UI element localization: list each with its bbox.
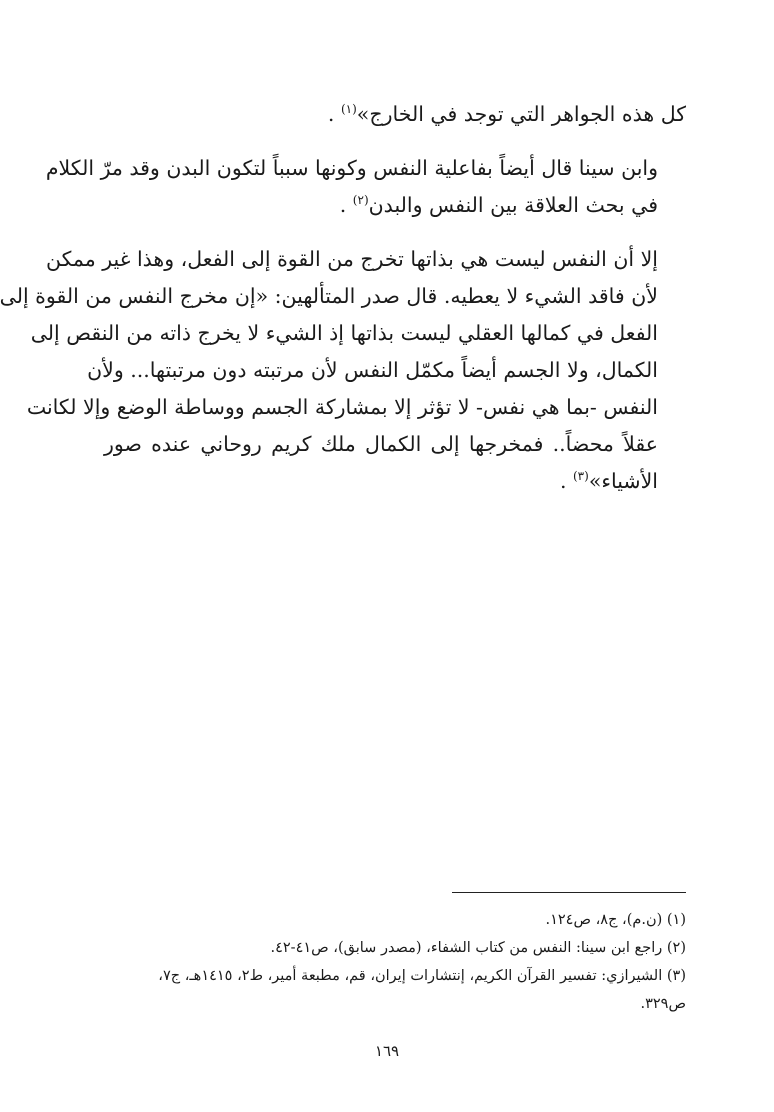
paragraph-2-line-1: وابن سينا قال أيضاً بفاعلية النفس وكونها سبباً لتكون البدن وقد مرّ الكلام: [45, 156, 658, 180]
paragraph-1-line: [104, 96, 686, 133]
footnote-3: (٣) الشيرازي: تفسير القرآن الكريم، إنتشارات إيران، قم، مطبعة أمير، ط٢، ١٤١٥هـ، ج٧،: [158, 968, 686, 984]
footnote-ref-1: (١): [340, 102, 357, 117]
paragraph-3-line-7: الأشياء»: [588, 469, 658, 493]
footnote-ref-2: (٢): [352, 193, 369, 208]
paragraph-3-line-3: الفعل في كمالها العقلي ليست بذاتها إذ الشيء لا يخرج ذاته من النقص إلى: [30, 321, 658, 345]
paragraph-3-line-2: لأن فاقد الشيء لا يعطيه. قال صدر المتألهين: «إن مخرج النفس من القوة إلى: [0, 284, 658, 308]
paragraph-1-text: كل هذه الجواهر التي توجد في الخارج»: [356, 102, 686, 126]
footnote-divider: [452, 892, 686, 893]
paragraph-3-line-4: الكمال، ولا الجسم أيضاً مكمّل النفس لأن مرتبته دون مرتبتها... ولأن: [87, 358, 658, 382]
paragraph-2-line-2-wrap: [104, 187, 686, 224]
paragraph-1: [104, 96, 686, 133]
paragraph-2-end: .: [339, 193, 353, 217]
body-text: [0, 96, 686, 500]
footnote-1: (١) (ن.م)، ج٨، ص١٢٤.: [545, 912, 686, 928]
paragraph-3-line-5: النفس -بما هي نفس- لا تؤثر إلا بمشاركة الجسم ووساطة الوضع وإلا لكانت: [26, 395, 658, 419]
page-number: ١٦٩: [374, 1042, 400, 1060]
footnote-3-continuation: ص٣٢٩.: [640, 996, 686, 1012]
footnote-2: (٢) راجع ابن سينا: النفس من كتاب الشفاء، (مصدر سابق)، ص٤١-٤٢.: [270, 940, 686, 956]
paragraph-2: [45, 150, 686, 224]
footnote-ref-3: (٣): [572, 469, 589, 484]
paragraph-3-line-6: عقلاً محضاً.. فمخرجها إلى الكمال ملك كريم روحاني عنده صور: [104, 432, 658, 456]
paragraph-gap: [104, 133, 686, 150]
paragraph-1-end: .: [327, 102, 341, 126]
footnotes: [104, 906, 686, 1018]
paragraph-2-line-2: في بحث العلاقة بين النفس والبدن: [368, 193, 658, 217]
paragraph-3-end: .: [559, 469, 573, 493]
paragraph-3: [0, 241, 686, 500]
paragraph-3-line-7-wrap: [104, 463, 686, 500]
paragraph-3-line-1: إلا أن النفس ليست هي بذاتها تخرج من القوة إلى الفعل، وهذا غير ممكن: [45, 247, 658, 271]
paragraph-gap: [104, 224, 686, 241]
